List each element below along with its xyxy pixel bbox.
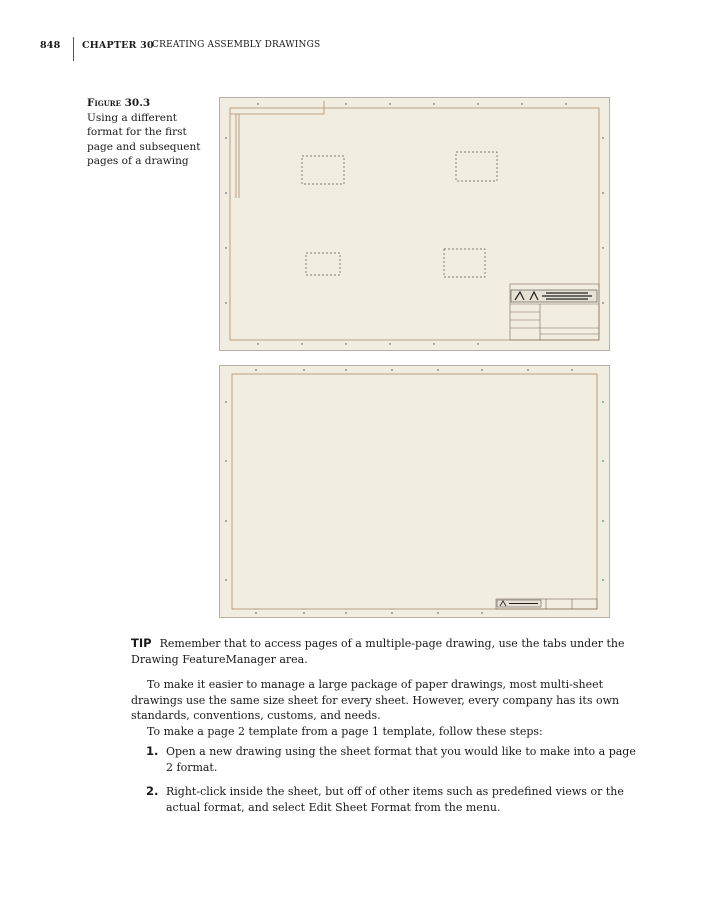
figure-caption-text: Using a different format for the first page and subsequent pages of a drawing [87, 111, 201, 167]
tip-label: TIP [131, 636, 152, 650]
step-number: 2. [146, 784, 159, 798]
sheet-1-drawing [220, 98, 609, 350]
sheet-2-drawing [220, 366, 609, 617]
tip-text: Remember that to access pages of a multiple-page drawing, use the tabs under the Drawing FeatureManager area. [131, 637, 625, 666]
step-item [146, 744, 646, 775]
header-divider [73, 37, 74, 61]
figure-caption [87, 96, 212, 169]
page-number: 848 [40, 40, 61, 51]
sheet-1-logo [511, 290, 597, 302]
chapter-label: CHAPTER 30 [82, 40, 154, 51]
chapter-title: CREATING ASSEMBLY DRAWINGS [152, 40, 321, 50]
sheet-2-logo [497, 600, 541, 607]
step-text: Open a new drawing using the sheet format that you would like to make into a page 2 format. [166, 745, 636, 774]
paragraph: To make it easier to manage a large package of paper drawings, most multi-sheet drawings use the same size sheet for every sheet. However, every company has its own standards, conventions, customs, and needs. [131, 678, 620, 722]
paragraph: To make a page 2 template from a page 1 template, follow these steps: [147, 724, 543, 738]
tip-note [131, 636, 651, 667]
drawing-sheet-page-1 [219, 97, 610, 351]
step-text: Right-click inside the sheet, but off of other items such as predefined views or the actual format, and select Edit Sheet Format from the menu. [166, 785, 624, 814]
step-number: 1. [146, 744, 159, 758]
drawing-sheet-page-2 [219, 365, 610, 618]
figure-label: Figure 30.3 [87, 97, 151, 109]
step-item [146, 784, 646, 815]
body-text [131, 677, 651, 739]
